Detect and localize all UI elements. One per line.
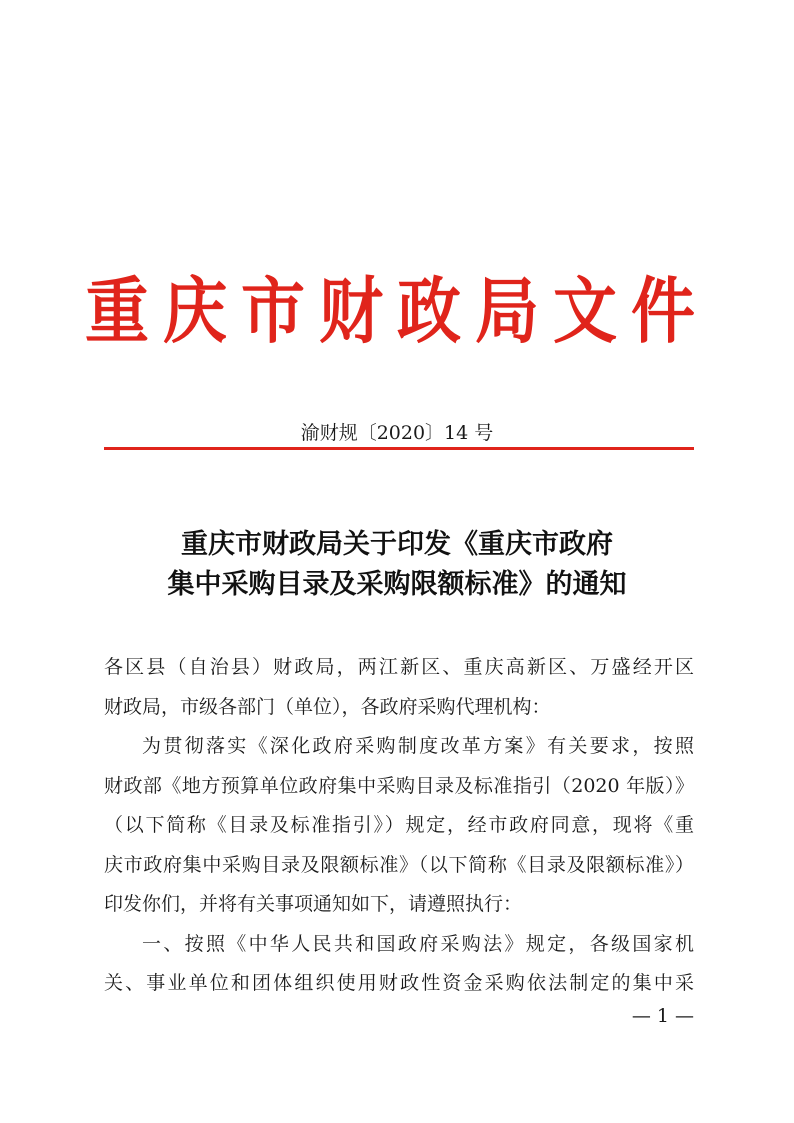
body-line-7: 印发你们，并将有关事项通知如下，请遵照执行： (104, 893, 523, 915)
body-line-5: （以下简称《目录及标准指引》）规定，经市政府同意，现将《重 (104, 814, 694, 836)
document-number: 渝财规〔2020〕14 号 (300, 422, 494, 444)
page-number: — 1 — (631, 1005, 694, 1027)
document-body (104, 648, 694, 1004)
title-line-1: 重庆市财政局关于印发《重庆市政府 (181, 529, 613, 560)
body-line-6: 庆市政府集中采购目录及限额标准》（以下简称《目录及限额标准》） (104, 853, 694, 876)
body-line-4: 财政部《地方预算单位政府集中采购目录及标准指引（2020 年版）》 (104, 774, 694, 797)
body-line-1: 各区县（自治县）财政局，两江新区、重庆高新区、万盛经开区 (104, 656, 694, 678)
red-divider-rule (104, 447, 694, 450)
body-line-3: 为贯彻落实《深化政府采购制度改革方案》有关要求，按照 (142, 735, 694, 757)
body-line-9: 关、事业单位和团体组织使用财政性资金采购依法制定的集中采 (104, 972, 694, 994)
document-masthead: 重庆市财政局文件 (85, 269, 709, 354)
body-line-8: 一、按照《中华人民共和国政府采购法》规定，各级国家机 (142, 932, 694, 955)
document-title (0, 525, 794, 605)
title-line-2: 集中采购目录及采购限额标准》的通知 (167, 569, 627, 600)
body-line-2: 财政局，市级各部门（单位），各政府采购代理机构： (104, 695, 551, 718)
